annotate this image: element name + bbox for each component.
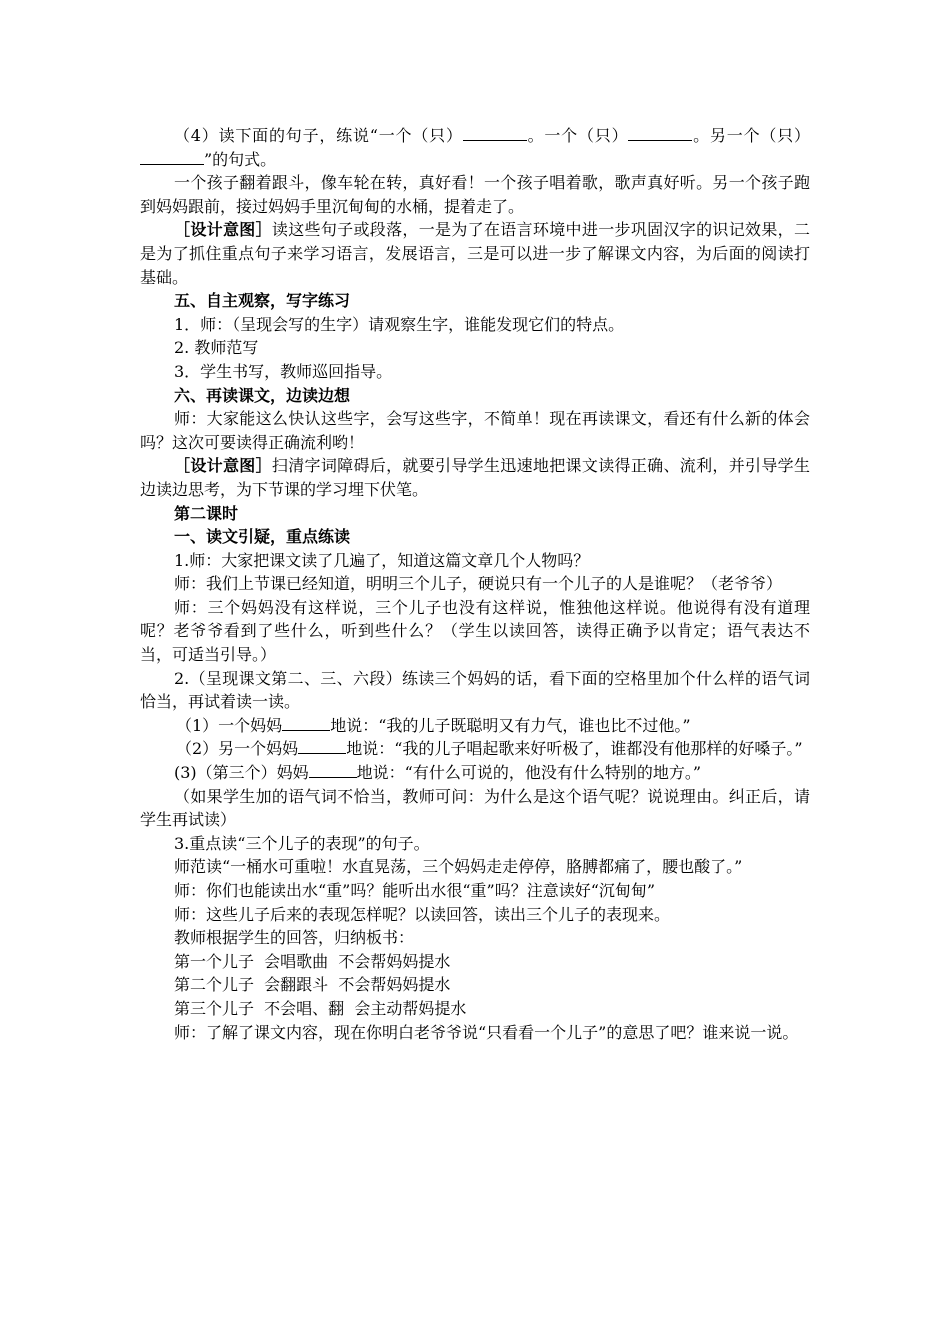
fill-item-1 xyxy=(140,714,810,738)
teacher-line: 师：这些儿子后来的表现怎样呢？以读回答，读出三个儿子的表现来。 xyxy=(174,904,671,924)
board-line-3: 第三个儿子 不会唱、翻 会主动帮妈提水 xyxy=(174,998,467,1018)
closing-line: 师：了解了课文内容，现在你明白老爷爷说“只看看一个儿子”的意思了吧？谁来说一说。 xyxy=(174,1022,799,1042)
question-3: 3.重点读“三个儿子的表现”的句子。 xyxy=(174,833,430,853)
question-2: 2.（呈现课文第二、三、六段）练读三个妈妈的话，看下面的空格里加个什么样的语气词恰当，再试着读一读。 xyxy=(140,668,810,712)
section-5-item-3: 3．学生书写，教师巡回指导。 xyxy=(174,361,393,381)
design-intent-text: 读这些句子或段落，一是为了在语言环境中进一步巩固汉字的识记效果，二是为了抓住重点句子来学习语言，发展语言，三是可以进一步了解课文内容，为后面的阅读打基础。 xyxy=(140,220,810,287)
text-segment: （1）一个妈妈 xyxy=(176,715,283,735)
text-segment: 地说：“有什么可说的，他没有什么特别的地方。” xyxy=(356,763,702,783)
lesson-2-heading: 第二课时 xyxy=(174,503,239,523)
section-6-heading: 六、再读课文，边读边想 xyxy=(174,385,351,405)
fill-blank xyxy=(309,763,357,778)
lesson-2-part-1-heading: 一、读文引疑，重点练读 xyxy=(174,527,351,547)
text-segment: 。一个（只） xyxy=(526,126,629,145)
teacher-line: 师：三个妈妈没有这样说，三个儿子也没有这样说，惟独他这样说。他说得有没有道理呢？老爷爷看到了些什么，听到些什么？（学生以读回答，读得正确予以肯定；语气表达不当，可适当引导。） xyxy=(140,597,810,665)
section-5-item-2: 2. 教师范写 xyxy=(174,338,259,358)
text-segment: (3)（第三个）妈妈 xyxy=(174,763,309,783)
teacher-line: 师：你们也能读出水“重”吗？能听出水很“重”吗？注意读好“沉甸甸” xyxy=(174,881,656,900)
exercise-4-prompt xyxy=(140,124,810,171)
teacher-line: 教师根据学生的回答，归纳板书： xyxy=(174,928,415,948)
question-1: 1.师：大家把课文读了几遍了，知道这篇文章几个人物吗？ xyxy=(174,550,590,570)
design-intent-2 xyxy=(140,454,810,501)
section-6-text: 师：大家能这么快认这些字，会写这些字，不简单！现在再读课文，看还有什么新的体会吗？这次可要读得正确流利哟！ xyxy=(140,409,810,452)
board-line-1: 第一个儿子 会唱歌曲 不会帮妈妈提水 xyxy=(174,951,451,971)
section-5-heading: 五、自主观察，写字练习 xyxy=(174,291,351,311)
design-intent-1 xyxy=(140,218,810,289)
design-intent-tag: ［设计意图］ xyxy=(174,456,272,476)
text-segment: 地说：“我的儿子唱起歌来好听极了，谁都没有他那样的好嗓子。” xyxy=(346,739,803,759)
fill-blank xyxy=(463,126,527,141)
section-5-item-1: 1．师：（呈现会写的生字）请观察生字，谁能发现它们的特点。 xyxy=(174,314,625,334)
fill-blank xyxy=(298,739,346,754)
text-segment: （4）读下面的句子，练说“一个（只） xyxy=(174,126,463,145)
fill-blank xyxy=(628,126,692,141)
board-line-2: 第二个儿子 会翻跟斗 不会帮妈妈提水 xyxy=(174,975,451,995)
design-intent-tag: ［设计意图］ xyxy=(174,220,272,240)
question-2-note: （如果学生加的语气词不恰当，教师可问：为什么是这个语气呢？说说理由。纠正后，请学生再试读） xyxy=(140,786,810,830)
text-segment: ”的句式。 xyxy=(204,149,277,169)
design-intent-text: 扫清字词障碍后，就要引导学生迅速地把课文读得正确、流利，并引导学生边读边思考，为下节课的学习埋下伏笔。 xyxy=(140,456,810,499)
text-segment: 地说：“我的儿子既聪明又有力气，谁也比不过他。” xyxy=(330,715,691,735)
example-sentences: 一个孩子翻着跟斗，像车轮在转，真好看！一个孩子唱着歌，歌声真好听。另一个孩子跑到妈妈跟前，接过妈妈手里沉甸甸的水桶，提着走了。 xyxy=(140,173,810,216)
fill-item-2 xyxy=(140,737,810,761)
fill-item-3 xyxy=(140,761,810,785)
teacher-line: 师范读“一桶水可重啦！水直晃荡，三个妈妈走走停停，胳膊都痛了，腰也酸了。” xyxy=(174,857,743,877)
teacher-line: 师：我们上节课已经知道，明明三个儿子，硬说只有一个儿子的人是谁呢？（老爷爷） xyxy=(174,574,783,594)
fill-blank xyxy=(140,150,204,165)
text-segment: （2）另一个妈妈 xyxy=(176,739,299,759)
fill-blank xyxy=(282,716,330,731)
text-segment: 。另一个（只） xyxy=(692,126,810,145)
